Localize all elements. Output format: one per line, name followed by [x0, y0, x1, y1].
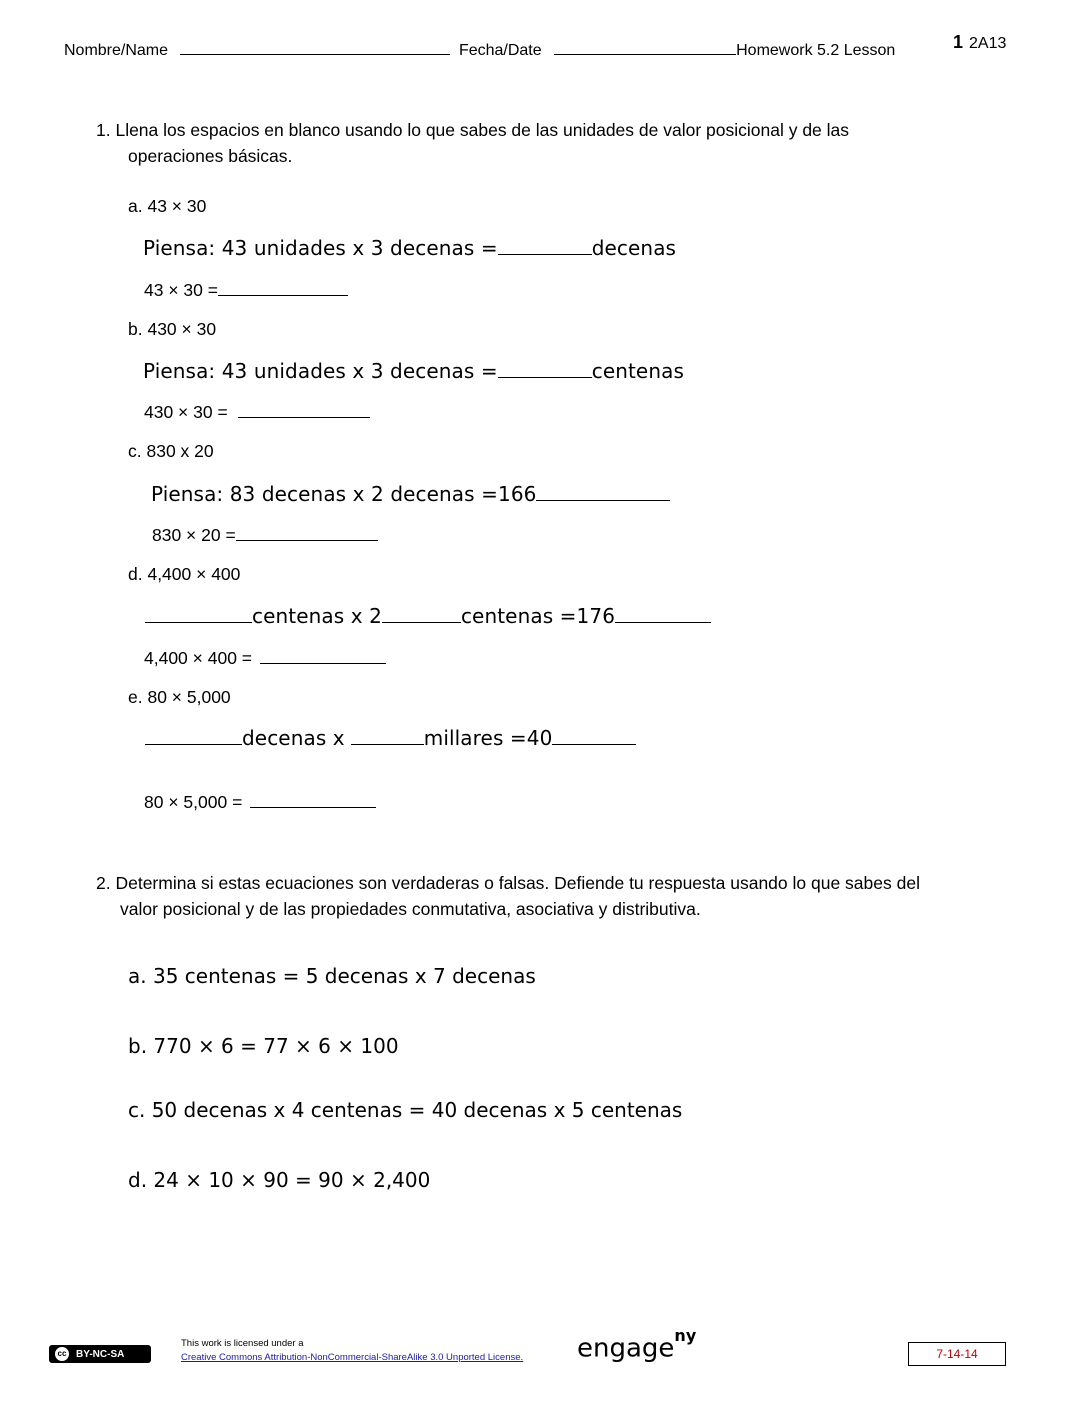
q1b-label: b. 430 × 30 [128, 319, 217, 339]
q1c-think-pre: Piensa: 83 decenas x 2 decenas =166 [151, 482, 537, 506]
q2-item-c: c. 50 decenas x 4 centenas = 40 decenas x 5 centenas [128, 1098, 683, 1122]
q1d-think [145, 604, 711, 628]
date-field[interactable] [554, 53, 736, 55]
q1b-think-blank[interactable] [498, 376, 592, 378]
engageny-logo [577, 1326, 697, 1364]
header [64, 42, 895, 60]
date-label: Fecha/Date [458, 42, 542, 59]
cc-license-badge [49, 1345, 151, 1363]
q1e-blank-3[interactable] [552, 743, 636, 745]
cc-badge-text: BY-NC-SA [76, 1348, 125, 1360]
license-link[interactable]: Creative Commons Attribution-NonCommercial-ShareAlike 3.0 Unported License. [181, 1352, 524, 1363]
q2-prompt-line2: valor posicional y de las propiedades conmutativa, asociativa y distributiva. [120, 899, 701, 919]
q1b-eq [144, 402, 370, 423]
q1b-think [143, 359, 684, 383]
q1a-label: a. 43 × 30 [128, 196, 207, 216]
cc-icon: cc [54, 1346, 70, 1362]
q1d-label: d. 4,400 × 400 [128, 564, 241, 584]
q1b-answer-blank[interactable] [238, 416, 370, 418]
q1e-blank-2[interactable] [351, 743, 424, 745]
q1b-think-post: centenas [591, 359, 684, 383]
q1d-answer-blank[interactable] [260, 662, 386, 664]
q1e-answer-blank[interactable] [250, 806, 376, 808]
footer-date: 7-14-14 [908, 1342, 1006, 1366]
license-line1: This work is licensed under a [181, 1338, 304, 1349]
q1d-blank-2[interactable] [382, 621, 461, 623]
q1a-think-post: decenas [591, 236, 677, 260]
q1a-answer-blank[interactable] [218, 294, 348, 296]
lesson-number: 1 [953, 32, 964, 52]
homework-label: Homework 5.2 Lesson [736, 42, 896, 59]
q1d-blank-1[interactable] [145, 621, 252, 623]
q1e-part2: millares =40 [423, 726, 553, 750]
q2-item-a: a. 35 centenas = 5 decenas x 7 decenas [128, 964, 536, 988]
q1c-eq-text: 830 × 20 = [152, 525, 236, 545]
q2-item-b: b. 770 × 6 = 77 × 6 × 100 [128, 1034, 399, 1058]
q1a-think-pre: Piensa: 43 unidades x 3 decenas = [143, 236, 498, 260]
q1a-eq [144, 280, 348, 301]
q1d-eq-text: 4,400 × 400 = [144, 648, 253, 668]
q1a-think [143, 236, 676, 260]
q1e-blank-1[interactable] [145, 743, 242, 745]
q1e-part1: decenas x [242, 726, 345, 750]
q1c-answer-blank[interactable] [236, 539, 378, 541]
q1c-eq [152, 525, 378, 546]
q1b-eq-text: 430 × 30 = [144, 402, 228, 422]
q1-prompt-line2: operaciones básicas. [128, 146, 293, 166]
logo-main: engage [577, 1333, 675, 1364]
q1b-think-pre: Piensa: 43 unidades x 3 decenas = [143, 359, 498, 383]
logo-sup: ny [674, 1326, 697, 1345]
q1d-eq [144, 648, 386, 669]
q1c-label: c. 830 x 20 [128, 441, 214, 461]
q1a-think-blank[interactable] [498, 253, 592, 255]
q1a-eq-text: 43 × 30 = [144, 280, 218, 300]
q1e-label: e. 80 × 5,000 [128, 687, 231, 707]
q1e-eq [144, 792, 376, 813]
q2-prompt-line1: 2. Determina si estas ecuaciones son verdaderas o falsas. Defiende tu respuesta usando lo que sabes del [96, 873, 920, 893]
q1-prompt-line1: 1. Llena los espacios en blanco usando lo que sabes de las unidades de valor posicional y de las [96, 120, 850, 140]
name-field[interactable] [180, 53, 450, 55]
q1d-part1: centenas x 2 [252, 604, 382, 628]
name-label: Nombre/Name [64, 42, 169, 59]
lesson-code: 2A13 [969, 35, 1007, 52]
q1c-think-blank[interactable] [536, 499, 670, 501]
q1e-eq-text: 80 × 5,000 = [144, 792, 243, 812]
q1d-blank-3[interactable] [615, 621, 711, 623]
q1e-think [145, 726, 636, 750]
q2-item-d: d. 24 × 10 × 90 = 90 × 2,400 [128, 1168, 431, 1192]
q1c-think [151, 482, 670, 506]
q1d-part2: centenas =176 [460, 604, 616, 628]
